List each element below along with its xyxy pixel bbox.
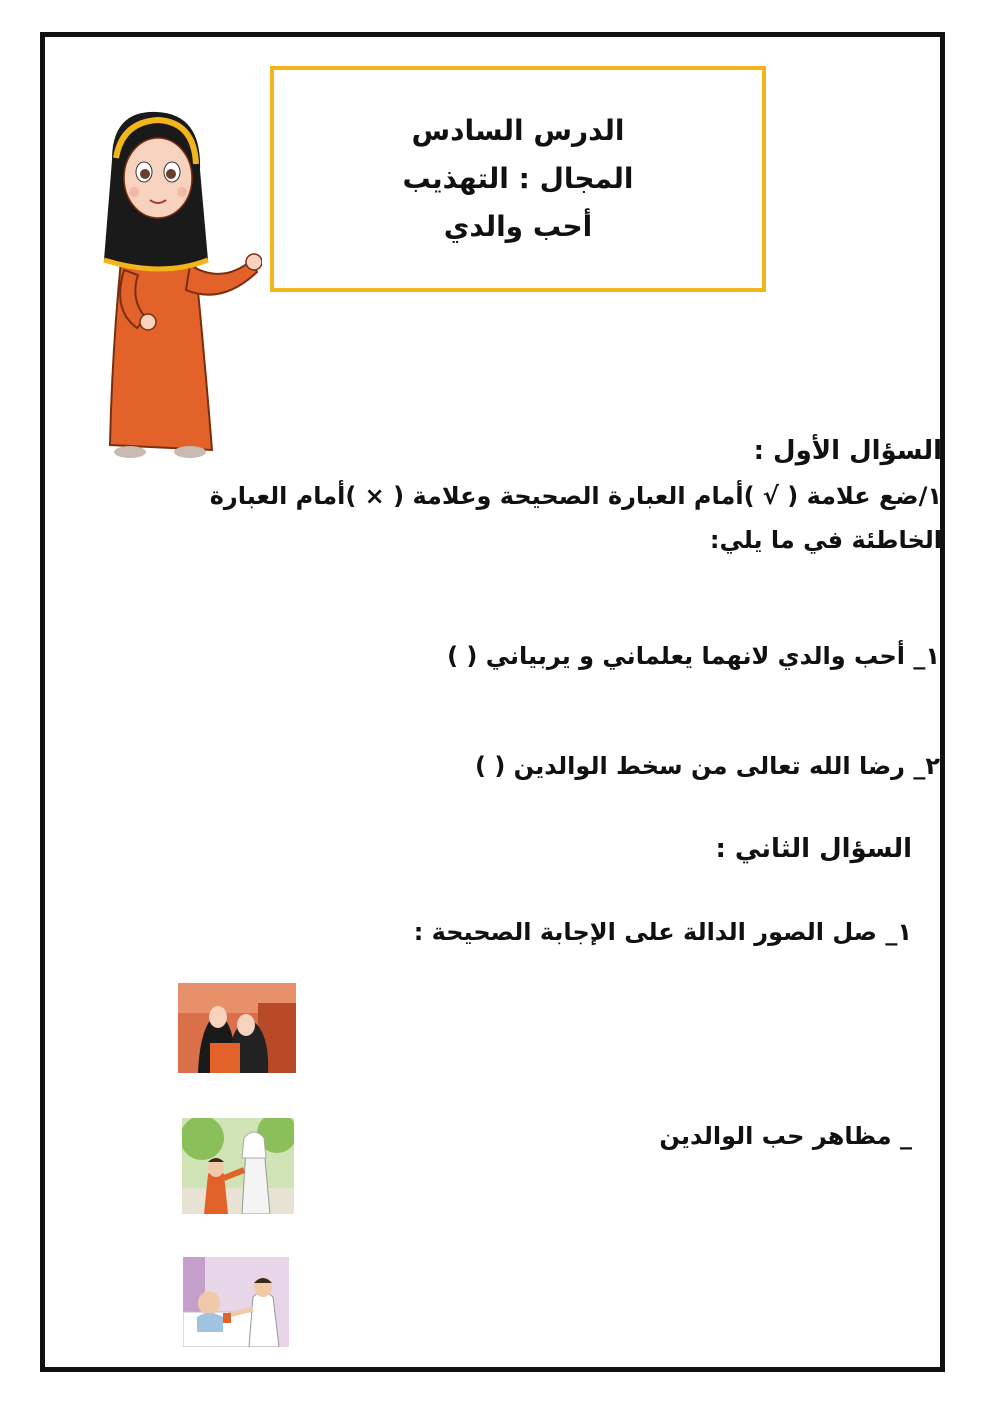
question1-heading: السؤال الأول : (753, 436, 942, 466)
question2-heading: السؤال الثاني : (715, 834, 912, 864)
picture-son-father (182, 1118, 294, 1214)
question1-instruction-line1: ١/ضع علامة ( √ )أمام العبارة الصحيحة وعلامة ( × )أمام العبارة (209, 482, 942, 510)
lesson-number: الدرس السادس (411, 114, 625, 147)
lesson-topic: أحب والدي (443, 210, 593, 243)
lesson-domain: المجال : التهذيب (402, 162, 634, 195)
picture-caring-parent (183, 1257, 289, 1347)
question1-item-2: ٢_ رضا الله تعالى من سخط الوالدين ( ) (475, 752, 940, 780)
question2-instruction: ١_ صل الصور الدالة على الإجابة الصحيحة : (413, 918, 912, 946)
question1-item-1: ١_ أحب والدي لانهما يعلماني و يربياني ( ) (447, 642, 940, 670)
question2-option: _ مظاهر حب الوالدين (659, 1122, 912, 1150)
question1-instruction-line2: الخاطئة في ما يلي: (709, 526, 942, 554)
girl-illustration (82, 100, 262, 470)
picture-hug-mother (178, 983, 296, 1073)
lesson-title-box (270, 66, 766, 292)
